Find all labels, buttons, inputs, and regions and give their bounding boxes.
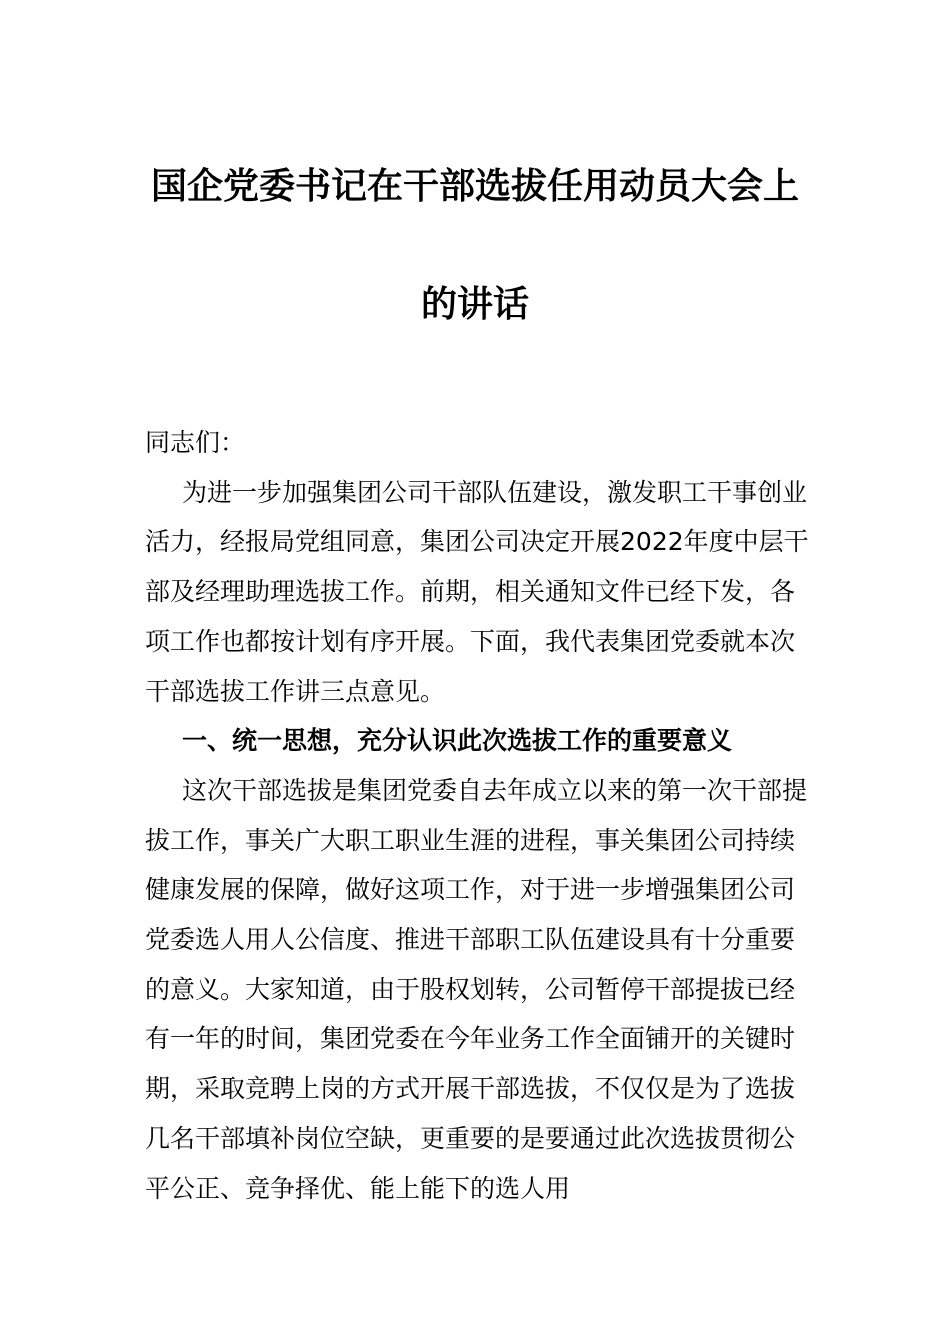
document-title-line-1: 国企党委书记在干部选拔任用动员大会上	[150, 166, 799, 207]
document-title-line-2: 的讲话	[420, 284, 529, 325]
document-body	[145, 418, 810, 1213]
salutation: 同志们：	[145, 428, 246, 457]
paragraph-2: 这次干部选拔是集团党委自去年成立以来的第一次干部提拔工作，事关广大职工职业生涯的进程，事关集团公司持续健康发展的保障，做好这项工作，对于进一步增强集团公司党委选人用人公信度、推进干部职工队伍建设具有十分重要的意义。大家知道，由于股权划转，公司暂停干部提拔已经有一年的时间，集团党委在今年业务工作全面铺开的关键时期，采取竞聘上岗的方式开展干部选拔，不仅仅是为了选拔几名干部填补岗位空缺，更重要的是要通过此次选拔贯彻公平公正、竞争择优、能上能下的选人用	[145, 775, 808, 1203]
section-heading-1: 一、统一思想，充分认识此次选拔工作的重要意义	[182, 726, 733, 756]
paragraph-1: 为进一步加强集团公司干部队伍建设，激发职工干事创业活力，经报局党组同意，集团公司决定开展2022年度中层干部及经理助理选拔工作。前期，相关通知文件已经下发，各项工作也都按计划有序开展。下面，我代表集团党委就本次干部选拔工作讲三点意见。	[145, 477, 809, 706]
